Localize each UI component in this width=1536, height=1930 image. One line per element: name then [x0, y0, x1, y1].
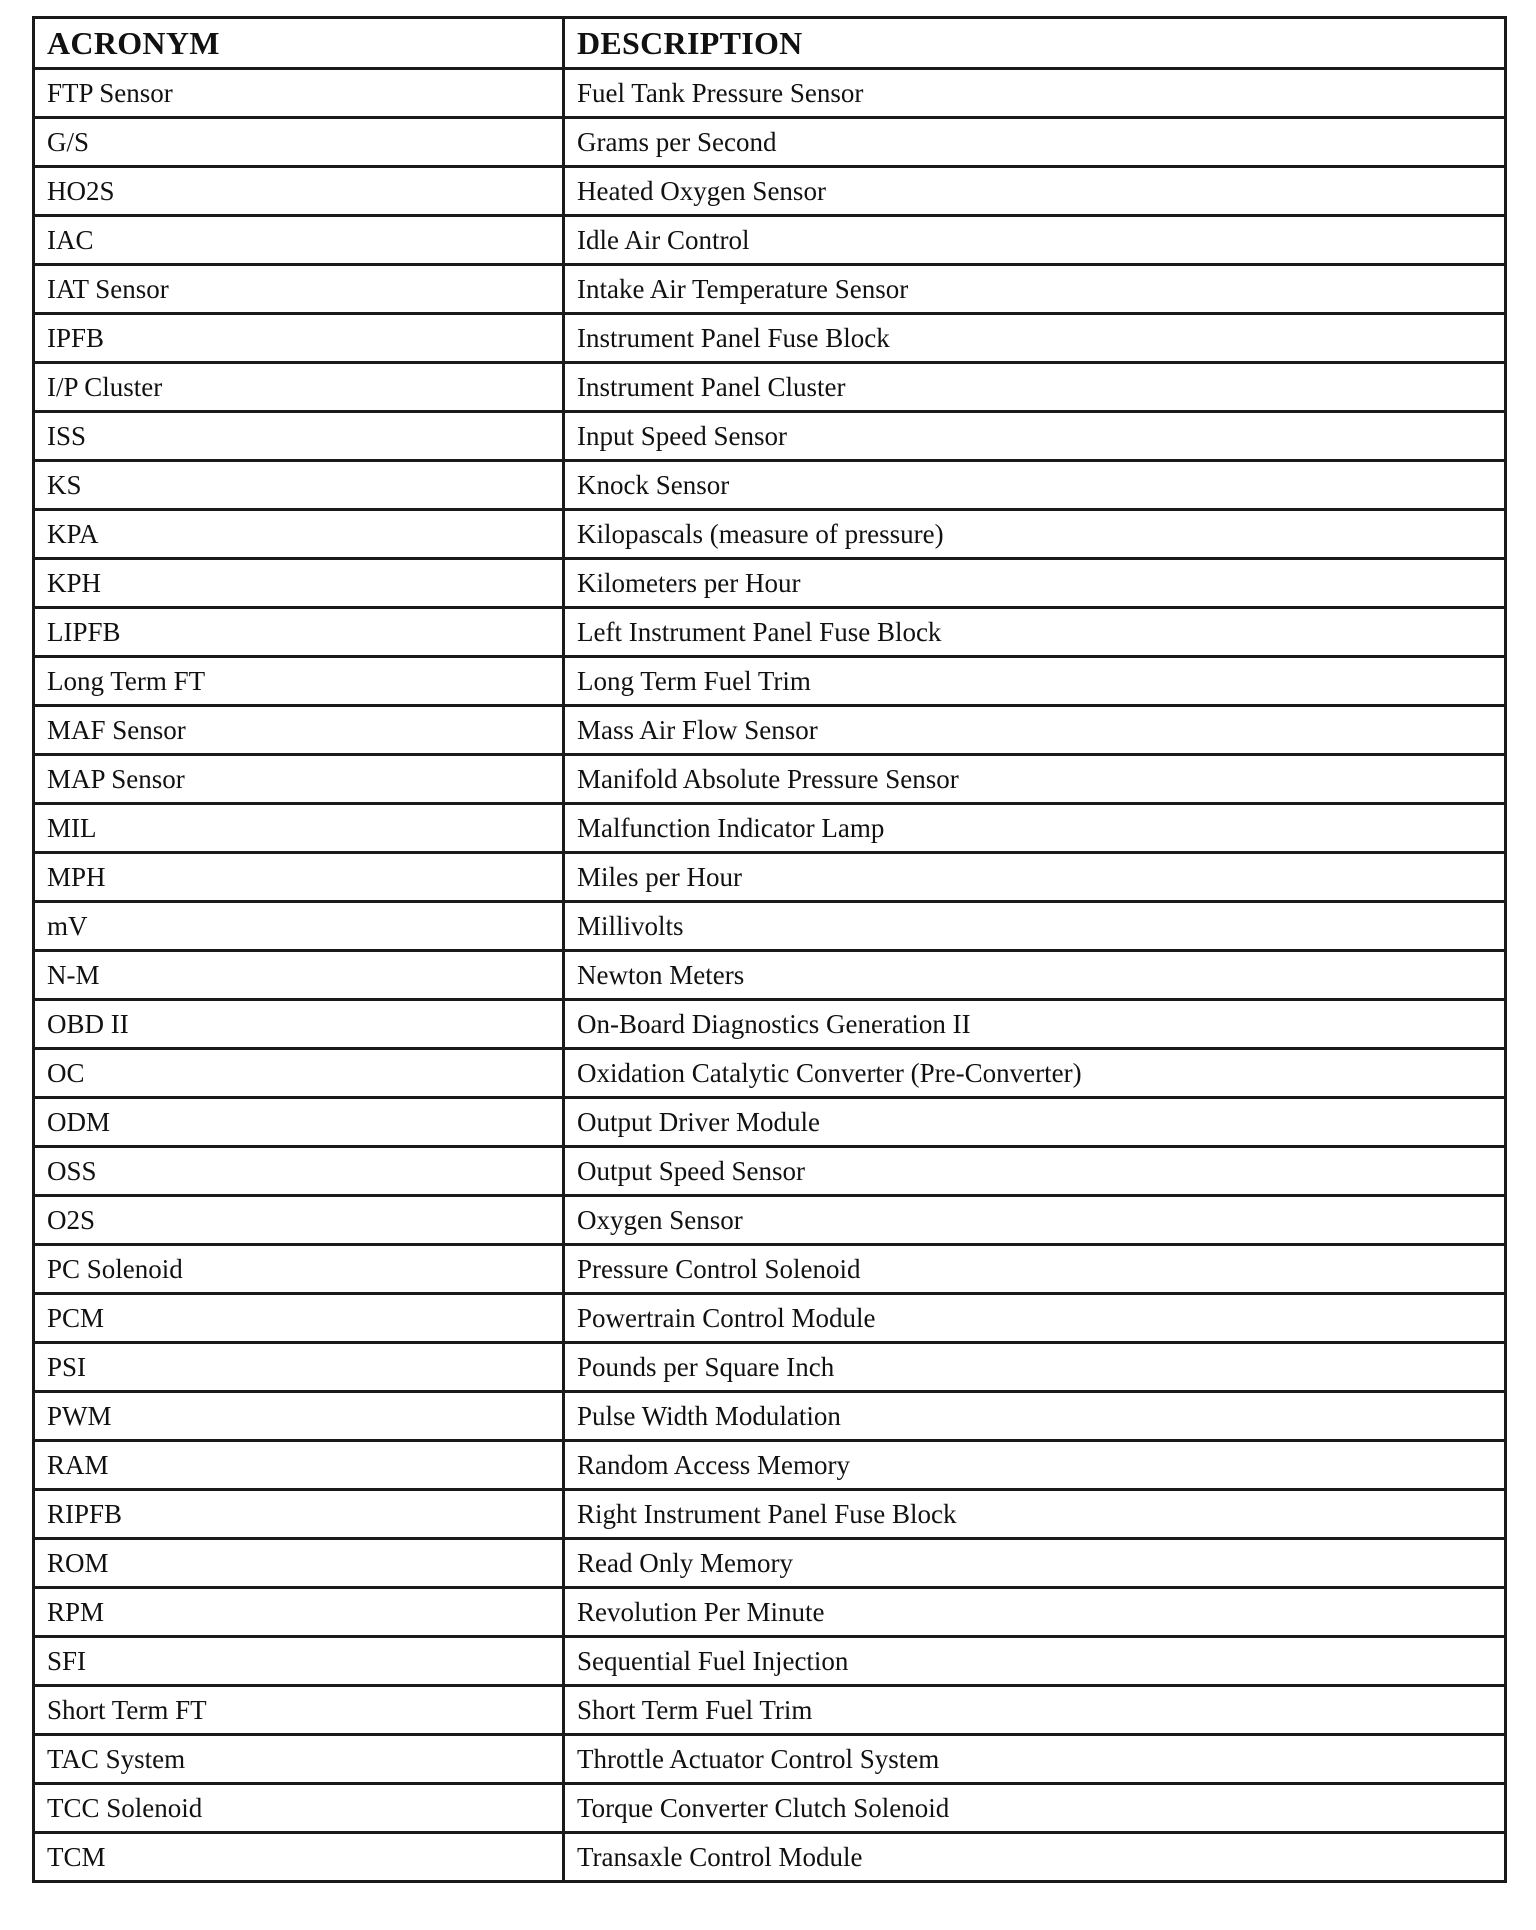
- acronym-cell: SFI: [34, 1637, 564, 1686]
- acronym-cell: HO2S: [34, 167, 564, 216]
- description-cell: Throttle Actuator Control System: [564, 1735, 1506, 1784]
- description-cell: Intake Air Temperature Sensor: [564, 265, 1506, 314]
- acronym-cell: TAC System: [34, 1735, 564, 1784]
- table-row: [34, 1343, 1506, 1392]
- description-cell: Output Speed Sensor: [564, 1147, 1506, 1196]
- acronym-cell: RPM: [34, 1588, 564, 1637]
- table-row: [34, 1294, 1506, 1343]
- table-row: [34, 314, 1506, 363]
- description-cell: Grams per Second: [564, 118, 1506, 167]
- acronym-cell: PCM: [34, 1294, 564, 1343]
- description-cell: Long Term Fuel Trim: [564, 657, 1506, 706]
- table-row: [34, 1637, 1506, 1686]
- table-row: [34, 118, 1506, 167]
- description-cell: Idle Air Control: [564, 216, 1506, 265]
- acronym-cell: Short Term FT: [34, 1686, 564, 1735]
- description-cell: Kilometers per Hour: [564, 559, 1506, 608]
- header-acronym: ACRONYM: [34, 18, 564, 69]
- acronym-cell: OSS: [34, 1147, 564, 1196]
- description-cell: Pressure Control Solenoid: [564, 1245, 1506, 1294]
- acronym-cell: RAM: [34, 1441, 564, 1490]
- description-cell: Manifold Absolute Pressure Sensor: [564, 755, 1506, 804]
- table-row: [34, 559, 1506, 608]
- acronym-cell: mV: [34, 902, 564, 951]
- header-description: DESCRIPTION: [564, 18, 1506, 69]
- description-cell: On-Board Diagnostics Generation II: [564, 1000, 1506, 1049]
- acronym-cell: IPFB: [34, 314, 564, 363]
- description-cell: Kilopascals (measure of pressure): [564, 510, 1506, 559]
- acronym-cell: FTP Sensor: [34, 69, 564, 118]
- acronym-cell: LIPFB: [34, 608, 564, 657]
- description-cell: Random Access Memory: [564, 1441, 1506, 1490]
- table-row: [34, 1147, 1506, 1196]
- description-cell: Right Instrument Panel Fuse Block: [564, 1490, 1506, 1539]
- acronym-cell: OC: [34, 1049, 564, 1098]
- table-row: [34, 1000, 1506, 1049]
- header-row: [34, 18, 1506, 69]
- table-row: [34, 1539, 1506, 1588]
- acronym-cell: O2S: [34, 1196, 564, 1245]
- description-cell: Oxidation Catalytic Converter (Pre-Converter): [564, 1049, 1506, 1098]
- table-header: [34, 18, 1506, 69]
- table-row: [34, 1833, 1506, 1882]
- table-row: [34, 706, 1506, 755]
- acronym-cell: Long Term FT: [34, 657, 564, 706]
- table-row: [34, 1441, 1506, 1490]
- acronym-cell: PSI: [34, 1343, 564, 1392]
- acronym-cell: MIL: [34, 804, 564, 853]
- table-row: [34, 1098, 1506, 1147]
- description-cell: Knock Sensor: [564, 461, 1506, 510]
- acronym-cell: MAF Sensor: [34, 706, 564, 755]
- description-cell: Input Speed Sensor: [564, 412, 1506, 461]
- description-cell: Torque Converter Clutch Solenoid: [564, 1784, 1506, 1833]
- table-row: [34, 1392, 1506, 1441]
- description-cell: Instrument Panel Cluster: [564, 363, 1506, 412]
- table-row: [34, 1686, 1506, 1735]
- acronym-cell: ODM: [34, 1098, 564, 1147]
- description-cell: Newton Meters: [564, 951, 1506, 1000]
- description-cell: Fuel Tank Pressure Sensor: [564, 69, 1506, 118]
- acronym-cell: RIPFB: [34, 1490, 564, 1539]
- description-cell: Miles per Hour: [564, 853, 1506, 902]
- acronym-cell: PWM: [34, 1392, 564, 1441]
- description-cell: Malfunction Indicator Lamp: [564, 804, 1506, 853]
- table-row: [34, 461, 1506, 510]
- table-row: [34, 608, 1506, 657]
- table-row: [34, 1784, 1506, 1833]
- description-cell: Output Driver Module: [564, 1098, 1506, 1147]
- description-cell: Millivolts: [564, 902, 1506, 951]
- acronym-cell: G/S: [34, 118, 564, 167]
- table-row: [34, 363, 1506, 412]
- description-cell: Pulse Width Modulation: [564, 1392, 1506, 1441]
- acronym-cell: IAT Sensor: [34, 265, 564, 314]
- table-row: [34, 510, 1506, 559]
- acronym-cell: ROM: [34, 1539, 564, 1588]
- table-row: [34, 804, 1506, 853]
- acronym-cell: MAP Sensor: [34, 755, 564, 804]
- acronym-cell: TCC Solenoid: [34, 1784, 564, 1833]
- description-cell: Oxygen Sensor: [564, 1196, 1506, 1245]
- table-row: [34, 951, 1506, 1000]
- table-body: [34, 69, 1506, 1882]
- table-row: [34, 167, 1506, 216]
- acronym-cell: OBD II: [34, 1000, 564, 1049]
- description-cell: Pounds per Square Inch: [564, 1343, 1506, 1392]
- table-row: [34, 902, 1506, 951]
- acronym-cell: PC Solenoid: [34, 1245, 564, 1294]
- acronym-cell: KPA: [34, 510, 564, 559]
- description-cell: Transaxle Control Module: [564, 1833, 1506, 1882]
- description-cell: Mass Air Flow Sensor: [564, 706, 1506, 755]
- table-row: [34, 755, 1506, 804]
- table-row: [34, 1588, 1506, 1637]
- acronym-cell: MPH: [34, 853, 564, 902]
- acronym-cell: KPH: [34, 559, 564, 608]
- table-row: [34, 1735, 1506, 1784]
- description-cell: Revolution Per Minute: [564, 1588, 1506, 1637]
- table-row: [34, 265, 1506, 314]
- acronym-cell: TCM: [34, 1833, 564, 1882]
- table-row: [34, 412, 1506, 461]
- description-cell: Short Term Fuel Trim: [564, 1686, 1506, 1735]
- description-cell: Instrument Panel Fuse Block: [564, 314, 1506, 363]
- description-cell: Powertrain Control Module: [564, 1294, 1506, 1343]
- table-row: [34, 216, 1506, 265]
- table-row: [34, 69, 1506, 118]
- acronym-cell: I/P Cluster: [34, 363, 564, 412]
- table-row: [34, 853, 1506, 902]
- table-row: [34, 1245, 1506, 1294]
- description-cell: Read Only Memory: [564, 1539, 1506, 1588]
- acronym-cell: IAC: [34, 216, 564, 265]
- table-row: [34, 1049, 1506, 1098]
- description-cell: Left Instrument Panel Fuse Block: [564, 608, 1506, 657]
- acronym-cell: N-M: [34, 951, 564, 1000]
- acronym-cell: ISS: [34, 412, 564, 461]
- acronym-table: [32, 16, 1507, 1883]
- description-cell: Heated Oxygen Sensor: [564, 167, 1506, 216]
- acronym-cell: KS: [34, 461, 564, 510]
- description-cell: Sequential Fuel Injection: [564, 1637, 1506, 1686]
- table-row: [34, 1490, 1506, 1539]
- table-row: [34, 1196, 1506, 1245]
- table-row: [34, 657, 1506, 706]
